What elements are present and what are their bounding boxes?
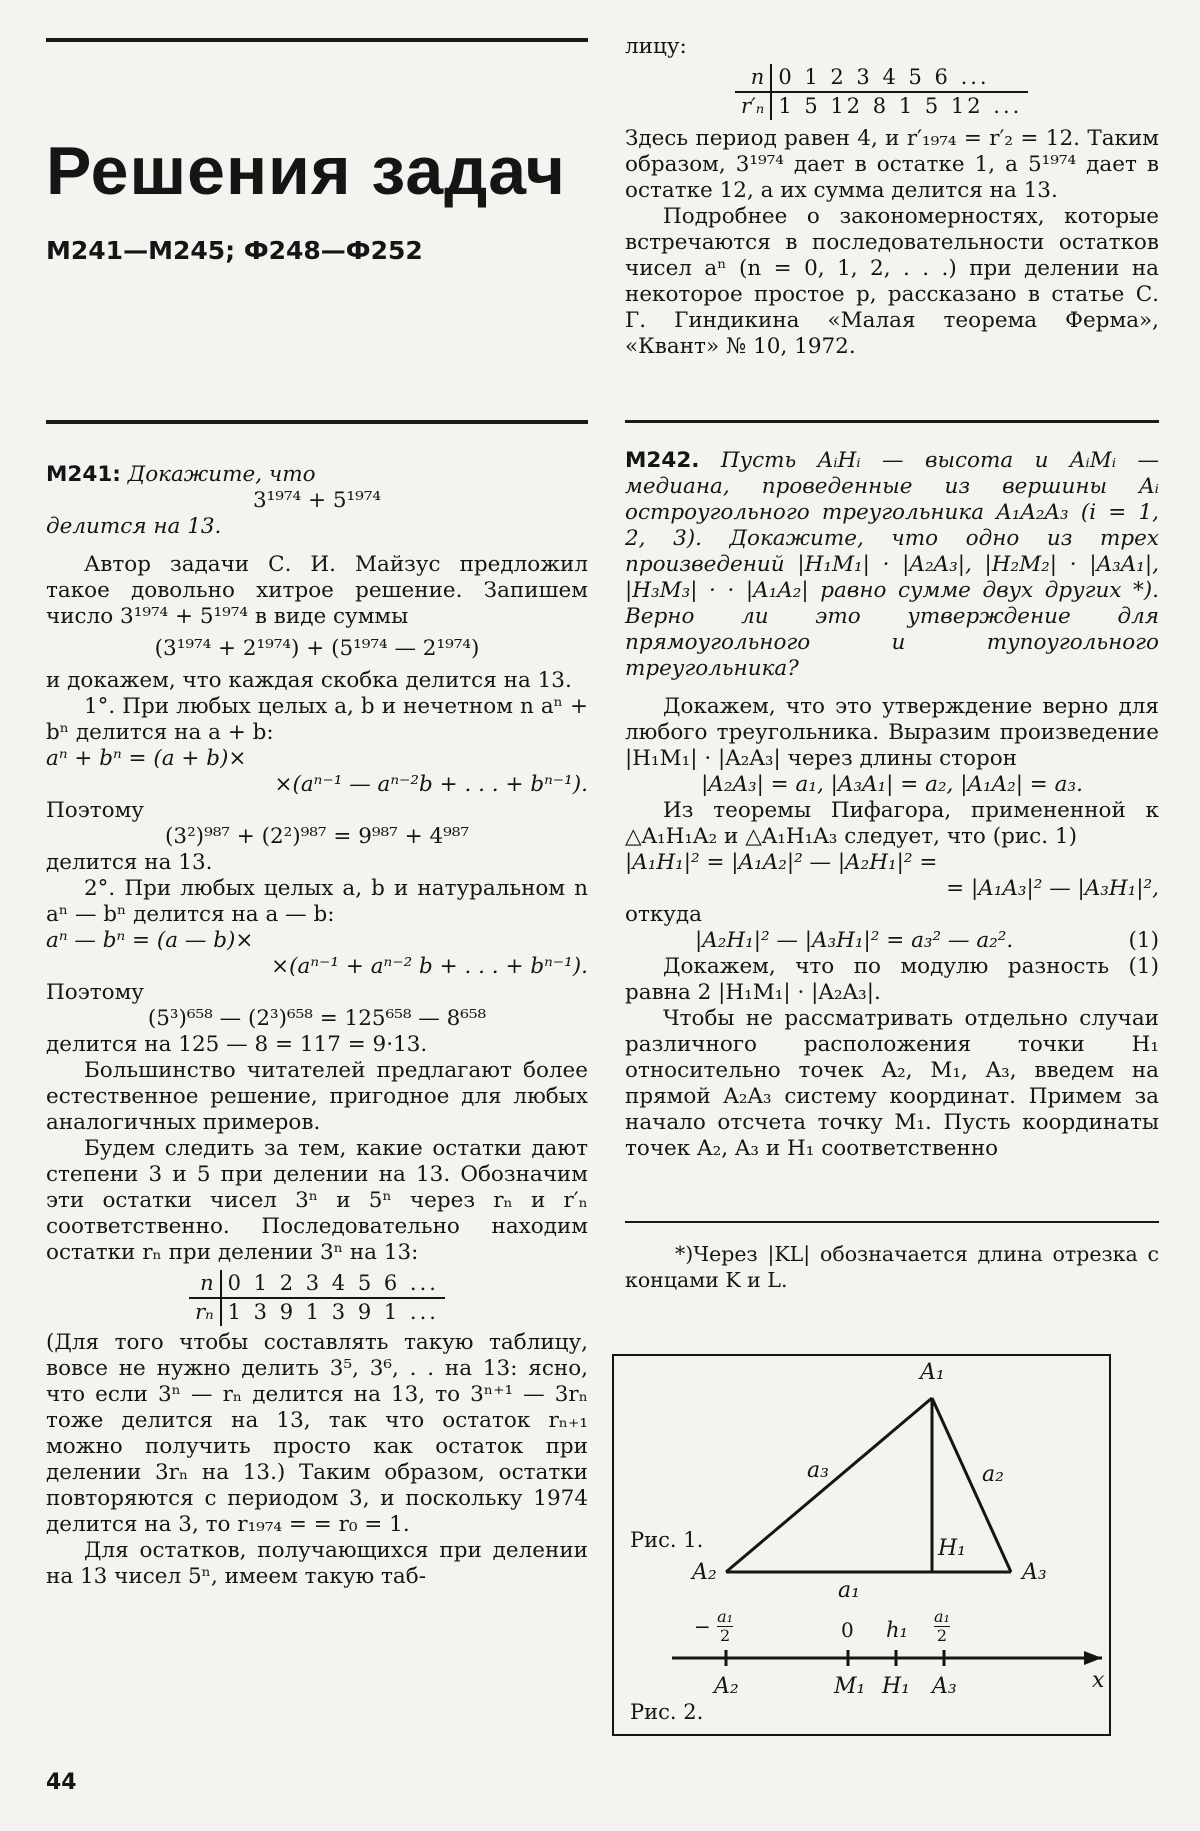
fraction-right	[934, 1608, 950, 1645]
m241-formula-1: (3¹⁹⁷⁴ + 2¹⁹⁷⁴) + (5¹⁹⁷⁴ — 2¹⁹⁷⁴)	[154, 636, 480, 661]
table-3n-bottom-row: 1 3 9 1 3 9 1 ...	[227, 1300, 439, 1324]
m241-paragraph-2: и докажем, что каждая скобка делится на 13.	[46, 668, 572, 693]
right-column-m242	[625, 448, 1159, 1162]
tick-label-zero: 0	[841, 1618, 854, 1642]
footnote-block	[625, 1241, 1159, 1293]
m242-paragraph-4: Докажем, что по модулю разность (1) равна 2 |H₁M₁| · |A₂A₃|.	[625, 954, 1159, 1005]
m241-formula-3: (3²)⁹⁸⁷ + (2²)⁹⁸⁷ = 9⁹⁸⁷ + 4⁹⁸⁷	[165, 824, 469, 849]
m241-statement	[46, 462, 588, 488]
label-a1-vertex: A₁	[920, 1360, 945, 1385]
tick-label-minus-half	[694, 1608, 733, 1645]
fig1-caption: Рис. 1.	[630, 1528, 704, 1552]
left-column	[46, 462, 588, 1590]
top-rule-left	[46, 38, 588, 42]
fraction-left-den: 2	[720, 1626, 731, 1645]
m241-formula-5: (5³)⁶⁵⁸ — (2³)⁶⁵⁸ = 125⁶⁵⁸ — 8⁶⁵⁸	[147, 1006, 487, 1031]
m241-paragraph-9: (Для того чтобы составлять такую таблицу, вовсе не нужно делить 3⁵, 3⁶, . . на 13: ясно, что если 3ⁿ — rₙ делится на 13, то 3ⁿ⁺¹ — 3rₙ тоже делится на 13, так что остаток rₙ₊₁ можно получить просто как остаток при делении 3rₙ на 13.) Таким образом, остатки повторяются с периодом 3, и поскольку 1974 делится на 3, то r₁₉₇₄ = = r₀ = 1.	[46, 1330, 588, 1537]
x-axis-arrow	[1084, 1651, 1102, 1665]
table-5n-bottom-row: 1 5 12 8 1 5 12 ...	[778, 94, 1023, 118]
m242-formula-2a: |A₁H₁|² = |A₁A₂|² — |A₂H₁|² =	[625, 850, 938, 875]
tick-label-h1: h₁	[886, 1618, 908, 1642]
remainder-table-3n	[189, 1270, 445, 1326]
fig2-caption: Рис. 2.	[630, 1700, 704, 1724]
m241-so-1: Поэтому	[46, 798, 144, 823]
m242-formula-1: |A₂A₃| = a₁, |A₃A₁| = a₂, |A₁A₂| = a₃.	[701, 772, 1083, 797]
problem-range: М241—М245; Ф248—Ф252	[46, 236, 423, 265]
m241-expression: 3¹⁹⁷⁴ + 5¹⁹⁷⁴	[253, 488, 381, 513]
number-line	[672, 1650, 1102, 1666]
axis-label-a2: A₂	[714, 1674, 739, 1699]
m241-paragraph-6: делится на 125 — 8 = 117 = 9·13.	[46, 1032, 428, 1057]
m242-formula-2b: = |A₁A₃|² — |A₃H₁|²,	[946, 876, 1159, 901]
section-rule-left	[46, 420, 588, 424]
table-3n-r-label: rₙ	[189, 1298, 221, 1326]
m242-label: М242.	[625, 448, 700, 473]
m241-paragraph-7: Большинство читателей предлагают более естественное решение, пригодное для любых аналогичных примеров.	[46, 1058, 588, 1135]
page-title: Решения задач	[46, 133, 566, 209]
table-5n-n-label: n	[735, 64, 771, 92]
m242-paragraph-5: Чтобы не рассматривать отдельно случаи различного расположения точки H₁ относительно точек A₂, M₁, A₃, введем на прямой A₂A₃ систему координат. Примем за начало отсчета точку M₁. Пусть координаты точек A₂, A₃ и H₁ соответственно	[625, 1006, 1159, 1161]
side-a3	[726, 1398, 932, 1572]
footnote-text: *)Через |KL| обозначается длина отрезка с концами K и L.	[625, 1242, 1159, 1292]
triangle-figure	[726, 1398, 1011, 1572]
m241-paragraph-5: 2°. При любых целых a, b и натуральном n aⁿ — bⁿ делится на a — b:	[46, 876, 588, 927]
m241-paragraph-1: Автор задачи С. И. Майзус предложил такое довольно хитрое решение. Запишем число 3¹⁹⁷⁴ + 5¹⁹⁷⁴ в виде суммы	[46, 552, 588, 629]
axis-label-h1: H₁	[882, 1674, 911, 1699]
minus-sign: −	[694, 1614, 711, 1639]
right-paragraph-1: Здесь период равен 4, и r′₁₉₇₄ = r′₂ = 12. Таким образом, 3¹⁹⁷⁴ дает в остатке 1, а 5¹⁹⁷⁴ дает в остатке 12, а их сумма делится на 13.	[625, 126, 1159, 203]
label-h1-foot: H₁	[938, 1536, 967, 1561]
m241-label: М241:	[46, 462, 121, 487]
axis-label-m1: M₁	[834, 1674, 866, 1699]
fraction-right-den: 2	[936, 1626, 948, 1645]
m241-formula-4b: ×(aⁿ⁻¹ + aⁿ⁻² b + . . . + bⁿ⁻¹).	[271, 954, 588, 979]
m241-statement-text: Докажите, что	[127, 462, 316, 487]
label-a2-side: a₂	[982, 1462, 1004, 1487]
m241-statement-end: делится на 13.	[46, 514, 222, 539]
section-rule-right	[625, 420, 1159, 423]
continuation-word: лицу:	[625, 34, 687, 59]
table-5n-top-row: 0 1 2 3 4 5 6 ...	[771, 64, 1028, 92]
page-number: 44	[46, 1770, 77, 1795]
m241-paragraph-4: делится на 13.	[46, 850, 213, 875]
m242-formula-3-number: (1)	[1128, 928, 1159, 953]
axis-label-x: x	[1092, 1668, 1105, 1693]
m241-paragraph-10: Для остатков, получающихся при делении на 13 чисел 5ⁿ, имеем такую таб-	[46, 1538, 588, 1589]
label-a3-side: a₃	[807, 1458, 829, 1483]
right-column-top	[625, 34, 1159, 360]
m241-formula-2b: ×(aⁿ⁻¹ — aⁿ⁻²b + . . . + bⁿ⁻¹).	[274, 772, 588, 797]
m242-formula-3-line	[625, 928, 1159, 954]
m242-paragraph-1: Докажем, что это утверждение верно для любого треугольника. Выразим произведение |H₁M₁| · |A₂A₃| через длины сторон	[625, 694, 1159, 771]
m242-statement	[625, 448, 1159, 682]
footnote-rule	[625, 1221, 1159, 1223]
figure-box	[612, 1354, 1111, 1736]
m242-paragraph-2: Из теоремы Пифагора, примененной к △A₁H₁A₂ и △A₁H₁A₃ следует, что (рис. 1)	[625, 798, 1159, 849]
fraction-left-num: a₁	[717, 1607, 734, 1626]
m241-so-2: Поэтому	[46, 980, 144, 1005]
right-paragraph-2: Подробнее о закономерностях, которые встречаются в последовательности остатков чисел aⁿ (n = 0, 1, 2, . . .) при делении на некоторое простое p, рассказано в статье С. Г. Гиндикина «Малая теорема Ферма», «Квант» № 10, 1972.	[625, 204, 1159, 359]
m241-formula-4a: aⁿ — bⁿ = (a — b)×	[46, 928, 254, 953]
m241-paragraph-8: Будем следить за тем, какие остатки дают степени 3 и 5 при делении на 13. Обозначим эти остатки чисел 3ⁿ и 5ⁿ через rₙ и r′ₙ соответственно. Последовательно находим остатки rₙ при делении 3ⁿ на 13:	[46, 1136, 588, 1265]
fraction-left	[717, 1608, 733, 1645]
table-3n-top-row: 0 1 2 3 4 5 6 ...	[221, 1270, 445, 1298]
table-5n-r-label: r′ₙ	[735, 92, 771, 120]
remainder-table-5n	[735, 64, 1028, 120]
table-3n-n-label: n	[189, 1270, 221, 1298]
m241-formula-2a: aⁿ + bⁿ = (a + b)×	[46, 746, 247, 771]
m241-paragraph-3: 1°. При любых целых a, b и нечетном n aⁿ + bⁿ делится на a + b:	[46, 694, 588, 745]
m242-formula-3: |A₂H₁|² — |A₃H₁|² = a₃² — a₂².	[695, 928, 1014, 953]
m242-paragraph-3: откуда	[625, 902, 702, 927]
label-a3-vertex: A₃	[1022, 1560, 1047, 1585]
m242-statement-text: Пусть AᵢHᵢ — высота и AᵢMᵢ — медиана, проведенные из вершины Aᵢ остроугольного треугольника A₁A₂A₃ (i = 1, 2, 3). Докажите, что одно из трех произведений |H₁M₁| · |A₂A₃|, |H₂M₂| · |A₃A₁|, |H₃M₃| · · |A₁A₂| равно сумме двух других *). Верно ли это утверждение для прямоугольного и тупоугольного треугольника?	[625, 448, 1159, 681]
label-a1-side: a₁	[838, 1578, 860, 1603]
axis-label-a3: A₃	[932, 1674, 957, 1699]
fraction-right-num: a₁	[934, 1607, 950, 1626]
label-a2-vertex: A₂	[692, 1560, 717, 1585]
